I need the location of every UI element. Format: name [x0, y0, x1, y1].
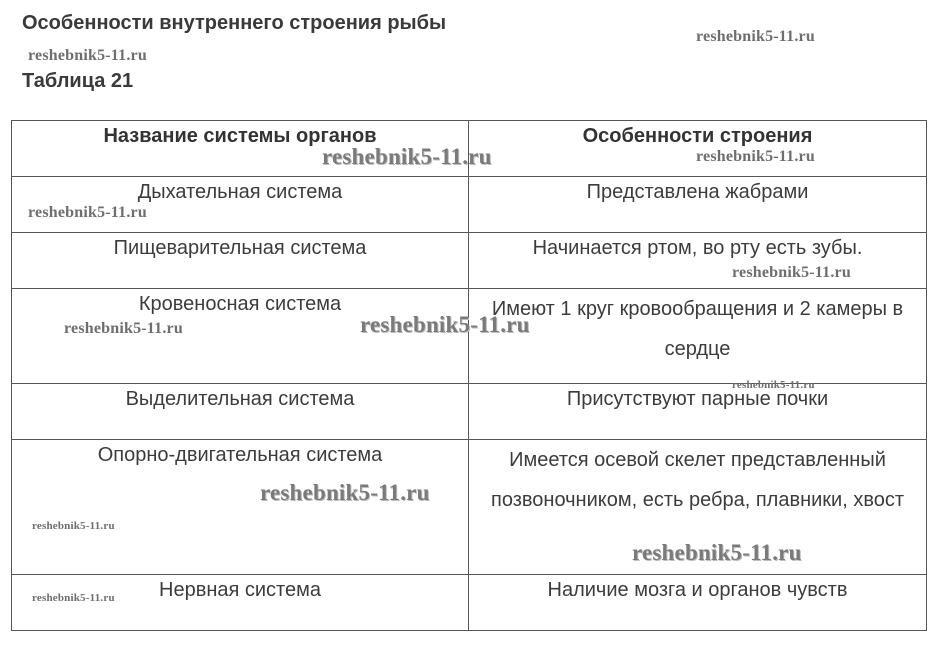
system-name-cell: Нервная система	[12, 575, 469, 631]
watermark: reshebnik5-11.ru	[360, 312, 530, 337]
organ-systems-table	[11, 120, 927, 631]
structure-feature-cell: Представлена жабрами	[469, 177, 927, 233]
system-name-cell: Пищеварительная система	[12, 233, 469, 289]
system-name-cell: Кровеносная система	[12, 289, 469, 384]
table-caption: Таблица 21	[22, 70, 134, 92]
watermark: reshebnik5-11.ru	[696, 28, 815, 45]
header-system-name: Название системы органов	[12, 121, 469, 177]
watermark: reshebnik5-11.ru	[732, 379, 815, 391]
watermark: reshebnik5-11.ru	[632, 540, 802, 565]
watermark: reshebnik5-11.ru	[696, 148, 815, 165]
watermark: reshebnik5-11.ru	[28, 204, 147, 221]
table-row	[12, 233, 927, 289]
table-row	[12, 384, 927, 440]
page-title: Особенности внутреннего строения рыбы	[22, 12, 447, 34]
watermark: reshebnik5-11.ru	[64, 320, 183, 337]
watermark: reshebnik5-11.ru	[732, 264, 851, 281]
table-row	[12, 440, 927, 575]
system-name-cell: Дыхательная система	[12, 177, 469, 233]
system-name-cell: Выделительная система	[12, 384, 469, 440]
structure-feature-cell: Присутствуют парные почки	[469, 384, 927, 440]
system-name-cell: Опорно-двигательная система	[12, 440, 469, 575]
structure-feature-cell: Имеется осевой скелет представленный позвоночником, есть ребра, плавники, хвост	[469, 440, 927, 575]
table-row	[12, 177, 927, 233]
watermark: reshebnik5-11.ru	[260, 480, 430, 505]
table-row	[12, 575, 927, 631]
watermark: reshebnik5-11.ru	[32, 592, 115, 604]
header-structure-features: Особенности строения	[469, 121, 927, 177]
watermark: reshebnik5-11.ru	[322, 144, 492, 169]
table-header-row	[12, 121, 927, 177]
watermark: reshebnik5-11.ru	[32, 520, 115, 532]
structure-feature-cell: Начинается ртом, во рту есть зубы.	[469, 233, 927, 289]
structure-feature-cell: Наличие мозга и органов чувств	[469, 575, 927, 631]
watermark: reshebnik5-11.ru	[28, 47, 147, 64]
structure-feature-cell: Имеют 1 круг кровообращения и 2 камеры в сердце	[469, 289, 927, 384]
table-row	[12, 289, 927, 384]
